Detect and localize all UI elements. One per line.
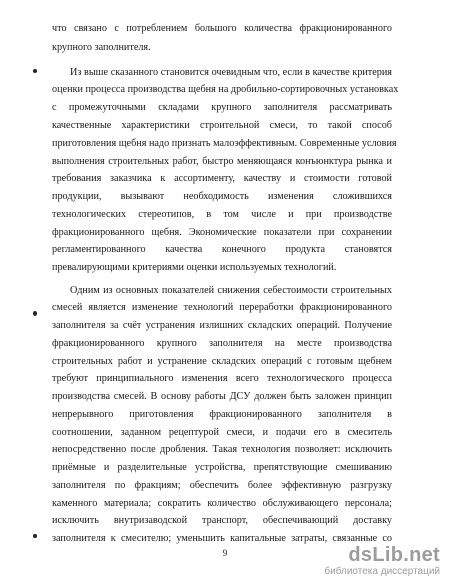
text-line: смесей является изменение технологий переработки фракционированного: [52, 302, 392, 313]
text-line: требования заказчика к ассортименту, качеству и стоимости готовой: [52, 173, 392, 184]
text-line: крупного заполнителя.: [52, 42, 151, 53]
text-line: Из выше сказанного становится очевидным что, если в качестве критерия: [70, 67, 392, 78]
text-line: каменного материала; сократить количество обслуживающего персонала;: [52, 498, 392, 509]
text-line: технологических стереотипов, в том числе и при производстве: [52, 209, 392, 220]
text-line: непрерывного приготовления фракционированного заполнителя в: [52, 409, 392, 420]
scan-speck: [33, 534, 37, 538]
text-line: заполнителя по фракциям; обеспечить более эффективную разгрузку: [52, 480, 392, 491]
text-line: продукции, вызывают необходимость изменения сложившихся: [52, 191, 392, 202]
text-line: требуют принципиального изменения всего технологического процесса: [52, 373, 392, 384]
text-line: заполнителя к смесителю; уменьшить капитальные затраты, связанные со: [52, 533, 392, 544]
scan-speck: [33, 311, 37, 316]
text-line: качественные характеристики строительной смеси, то такой способ: [52, 120, 392, 131]
text-line: регламентированного качества конечного продукта становятся: [52, 244, 392, 255]
text-line: заполнителя за счёт устранения излишних складских операций. Получение: [52, 320, 392, 331]
text-line: приготовления щебня надо признать малоэффективным. Современные условия: [52, 138, 397, 149]
scan-speck: [33, 69, 37, 73]
text-line: Одним из основных показателей снижения себестоимости строительных: [70, 285, 392, 296]
text-line: соотношении, заданном рецептурой смеси, и подачи его в смеситель: [52, 427, 392, 438]
text-line: что связано с потреблением большого количества фракционированного: [52, 23, 392, 34]
watermark-logo: dsLib.net: [348, 544, 440, 566]
text-line: приёмные и разделительные устройства, препятствующие смешиванию: [52, 462, 392, 473]
text-line: исключить внутризаводской транспорт, обеспечивающий доставку: [52, 515, 392, 526]
page-number: 9: [222, 548, 228, 558]
text-line: с промежуточными складами крупного заполнителя рассматривать: [52, 102, 392, 113]
text-line: фракционированного щебня. Экономические показатели при сохранении: [52, 227, 392, 238]
text-line: оценки процесса производства щебня на дробильно-сортировочных установках: [52, 84, 399, 95]
text-line: производства смесей. В основу работы ДСУ должен быть заложен принцип: [52, 391, 392, 402]
text-line: непосредственно после дробления. Такая технология позволяет: исключить: [52, 444, 392, 455]
text-line: выполнения строительных работ, быстро меняющаяся конъюнктура рынка и: [52, 156, 392, 167]
text-line: фракционированного крупного заполнителя на месте производства: [52, 338, 392, 349]
text-line: строительных работ и устранение складских операций с готовым щебнем: [52, 356, 392, 367]
watermark: [280, 544, 440, 578]
text-line: превалирующими критериями оценки используемых технологий.: [52, 262, 337, 273]
watermark-subtitle: библиотека диссертаций: [324, 566, 440, 577]
